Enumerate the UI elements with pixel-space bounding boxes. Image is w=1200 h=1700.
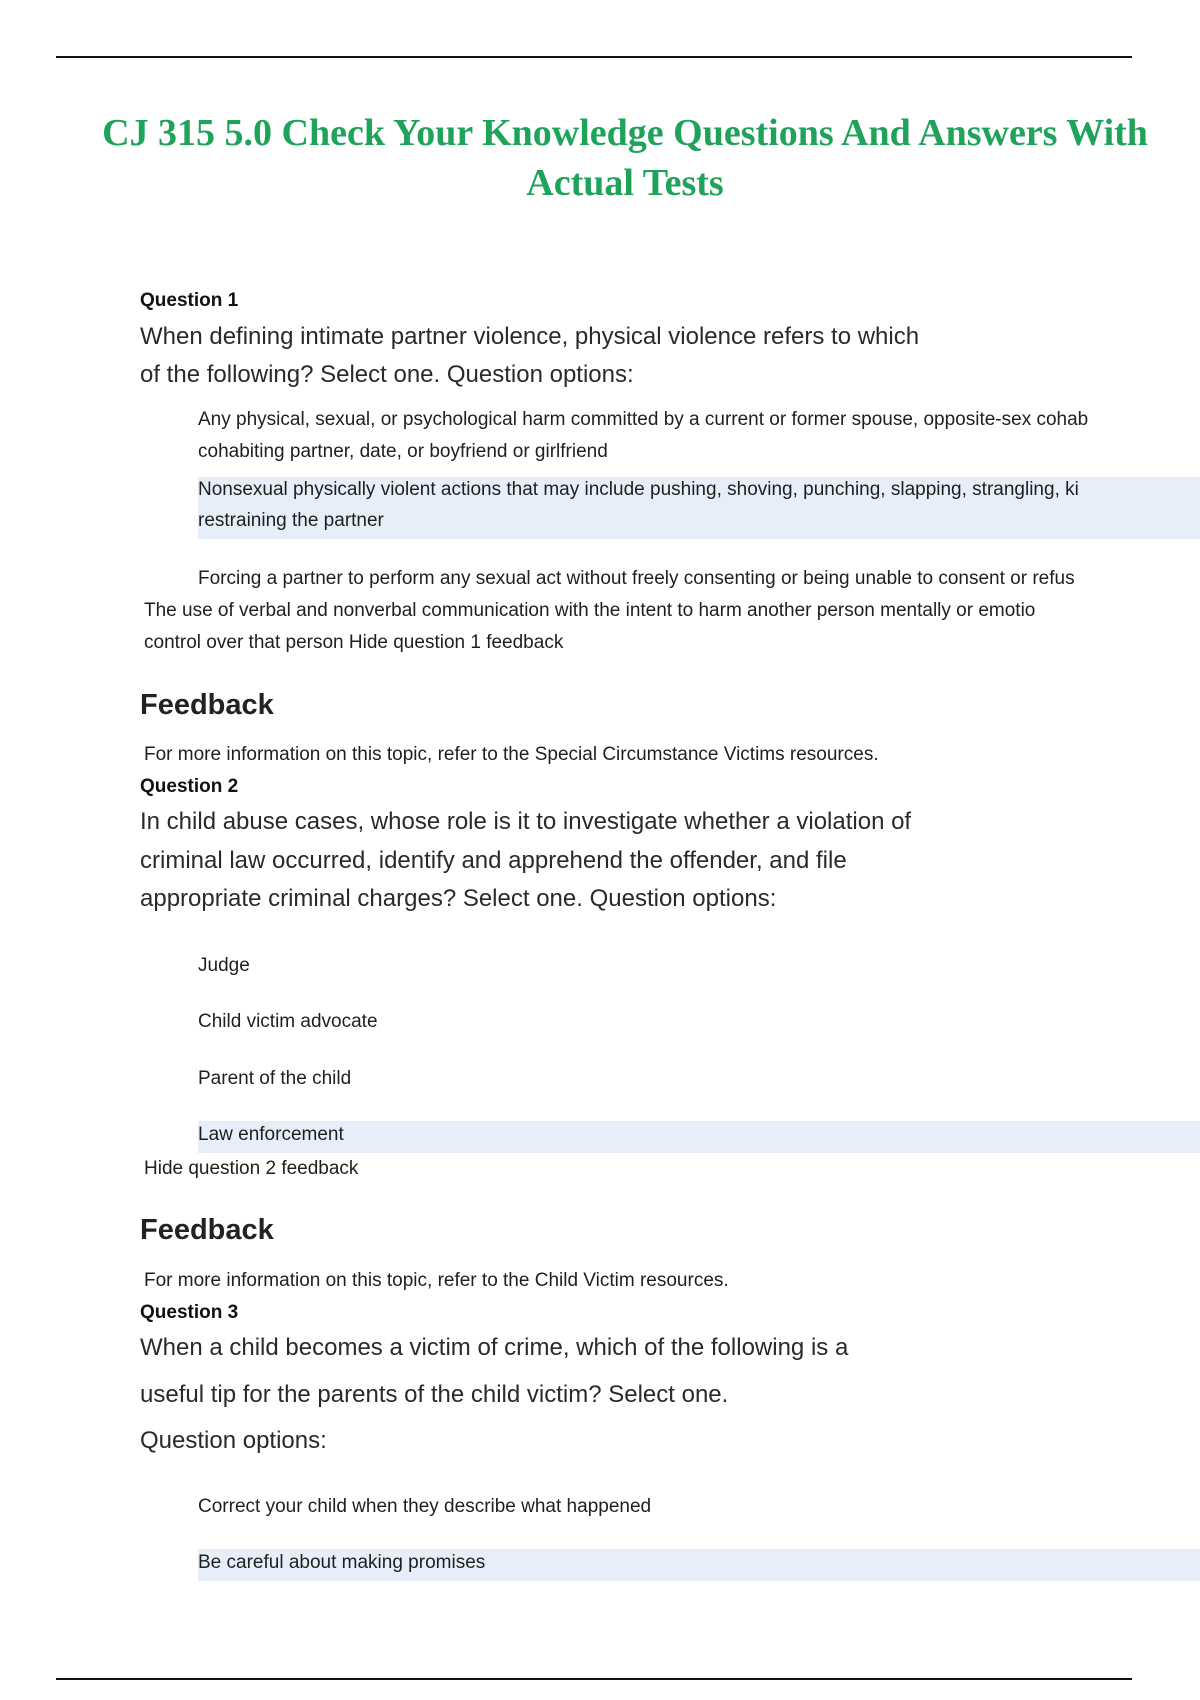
question-1-text-line-2: of the following? Select one. Question options: xyxy=(140,361,634,388)
question-2-feedback-text: For more information on this topic, refer to the Child Victim resources. xyxy=(144,1270,729,1291)
question-1-option-4-line-2[interactable]: control over that person Hide question 1 feedback xyxy=(144,632,564,653)
question-1-option-1-line-1[interactable]: Any physical, sexual, or psychological harm committed by a current or former spouse, opposite-sex cohab xyxy=(198,409,1089,430)
question-1-option-3[interactable]: Forcing a partner to perform any sexual act without freely consenting or being unable to consent or refus xyxy=(198,568,1075,589)
question-1-feedback-text: For more information on this topic, refer to the Special Circumstance Victims resources. xyxy=(144,744,879,765)
question-2-selected-option-highlight xyxy=(198,1121,1200,1153)
question-1-text-line-1: When defining intimate partner violence, physical violence refers to which xyxy=(140,323,920,350)
question-3-option-be-careful-about-promises[interactable]: Be careful about making promises xyxy=(198,1552,486,1573)
question-1-feedback-heading: Feedback xyxy=(140,689,274,721)
question-2-option-law-enforcement[interactable]: Law enforcement xyxy=(198,1124,344,1145)
question-3-text-line-3: Question options: xyxy=(140,1427,327,1454)
question-2-label: Question 2 xyxy=(140,776,239,797)
question-3-text-line-2: useful tip for the parents of the child victim? Select one. xyxy=(140,1381,729,1408)
title-line-1: CJ 315 5.0 Check Your Knowledge Questions And Answers With xyxy=(102,112,1148,154)
question-2-feedback-heading: Feedback xyxy=(140,1214,274,1246)
question-2-text-line-3: appropriate criminal charges? Select one. Question options: xyxy=(140,885,777,912)
footer-rule xyxy=(56,1678,1132,1680)
question-1-option-4-line-1[interactable]: The use of verbal and nonverbal communication with the intent to harm another person mentally or emotio xyxy=(144,600,1036,621)
page-title xyxy=(70,108,1180,208)
question-3-option-correct-your-child[interactable]: Correct your child when they describe what happened xyxy=(198,1496,652,1517)
question-2-option-parent-of-the-child[interactable]: Parent of the child xyxy=(198,1068,352,1089)
question-3-label: Question 3 xyxy=(140,1302,239,1323)
question-1-option-2-line-1[interactable]: Nonsexual physically violent actions that may include pushing, shoving, punching, slapping, strangling, ki xyxy=(198,479,1079,500)
question-2-text-line-2: criminal law occurred, identify and apprehend the offender, and file xyxy=(140,847,847,874)
question-2-option-child-victim-advocate[interactable]: Child victim advocate xyxy=(198,1011,378,1032)
header-rule xyxy=(56,56,1132,58)
question-3-text-line-1: When a child becomes a victim of crime, which of the following is a xyxy=(140,1334,849,1361)
title-line-2: Actual Tests xyxy=(526,162,724,204)
question-2-hide-feedback-link[interactable]: Hide question 2 feedback xyxy=(144,1158,359,1179)
question-2-text-line-1: In child abuse cases, whose role is it to investigate whether a violation of xyxy=(140,808,912,835)
question-1-option-2-line-2[interactable]: restraining the partner xyxy=(198,510,384,531)
question-2-option-judge[interactable]: Judge xyxy=(198,955,250,976)
question-1-label: Question 1 xyxy=(140,290,239,311)
question-1-option-1-line-2[interactable]: cohabiting partner, date, or boyfriend or girlfriend xyxy=(198,441,608,462)
